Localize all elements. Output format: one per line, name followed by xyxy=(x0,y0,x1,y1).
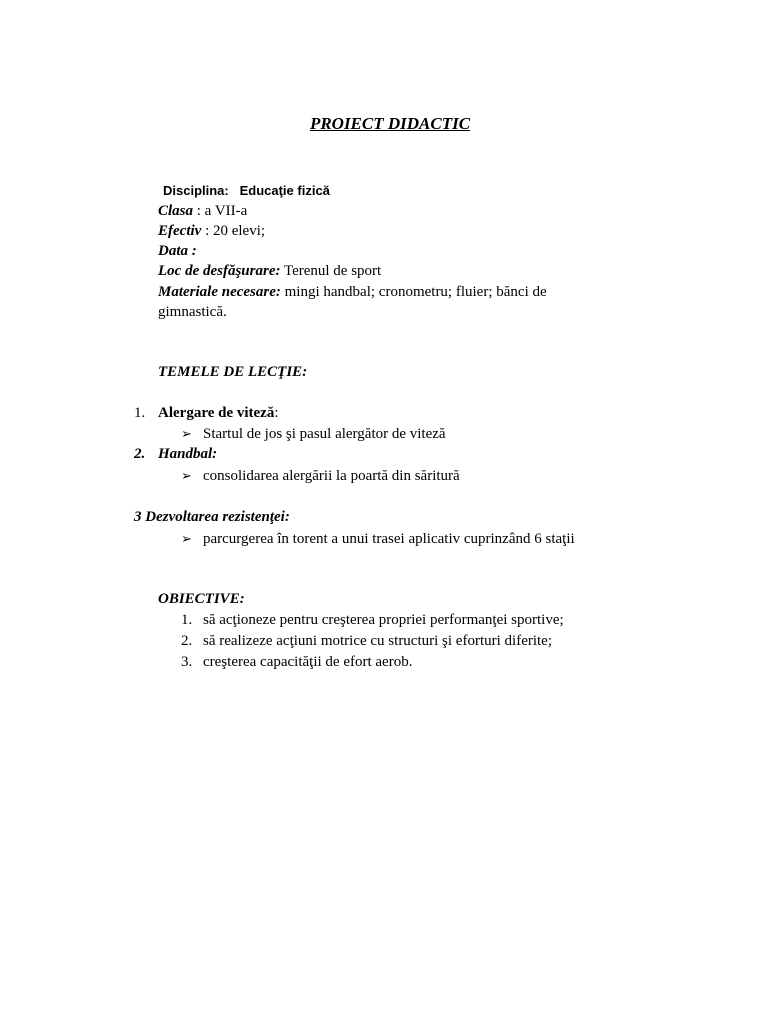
efectiv-line xyxy=(158,221,265,241)
data-label: Data : xyxy=(158,243,197,259)
teme-item-sub: consolidarea alergării la poartă din săritură xyxy=(203,468,460,484)
teme-item-title: Dezvoltarea rezistenţei: xyxy=(145,509,290,525)
obiective-item-num: 1. xyxy=(181,612,193,628)
obiective-item-num: 2. xyxy=(181,633,193,649)
obiective-item-1 xyxy=(181,610,564,630)
teme-item-sub: parcurgerea în torent a unui trasei aplicativ cuprinzând 6 staţii xyxy=(203,531,575,547)
teme-item-sub: Startul de jos şi pasul alergător de viteză xyxy=(203,426,446,442)
teme-item-1-title xyxy=(158,403,279,423)
teme-item-2-title: Handbal: xyxy=(158,446,218,462)
materiale-value: mingi handbal; cronometru; fluier; bănci de xyxy=(280,284,547,300)
materiale-label: Materiale necesare: xyxy=(158,284,281,300)
obiective-item-text: creşterea capacităţii de efort aerob. xyxy=(203,654,413,670)
obiective-heading: OBIECTIVE: xyxy=(158,591,245,607)
loc-label: Loc de desfăşurare: xyxy=(158,263,281,279)
efectiv-value: : 20 elevi; xyxy=(201,223,266,239)
obiective-item-text: să acţioneze pentru creşterea propriei performanţei sportive; xyxy=(203,612,564,628)
page-title: PROIECT DIDACTIC xyxy=(309,114,471,133)
materiale-line xyxy=(158,282,547,302)
teme-item-2-sub xyxy=(181,466,460,486)
teme-heading: TEMELE DE LECŢIE: xyxy=(158,364,308,380)
disciplina-line xyxy=(163,183,330,198)
teme-item-3 xyxy=(134,507,290,527)
obiective-item-text: să realizeze acţiuni motrice cu structuri şi eforturi diferite; xyxy=(203,633,553,649)
obiective-item-3 xyxy=(181,652,412,672)
teme-item-num: 3 xyxy=(134,509,142,525)
obiective-item-num: 3. xyxy=(181,654,193,670)
teme-item-1-sub xyxy=(181,424,446,444)
teme-item-3-sub xyxy=(181,529,575,549)
obiective-item-2 xyxy=(181,631,552,651)
disciplina-label: Disciplina: xyxy=(163,183,229,198)
disciplina-value: Educaţie fizică xyxy=(239,183,330,198)
teme-item-suffix: : xyxy=(274,405,279,421)
materiale-value-cont: gimnastică. xyxy=(158,304,227,320)
clasa-line xyxy=(158,201,247,221)
teme-item-title: Alergare de viteză xyxy=(158,405,275,421)
loc-value: Terenul de sport xyxy=(280,263,382,279)
efectiv-label: Efectiv xyxy=(158,223,202,239)
clasa-value: : a VII-a xyxy=(193,203,248,219)
teme-item-num: 1. xyxy=(134,405,146,421)
clasa-label: Clasa xyxy=(158,203,194,219)
arrow-right-icon: ➢ xyxy=(181,468,192,483)
loc-line xyxy=(158,261,381,281)
teme-item-2-num: 2. xyxy=(134,446,146,462)
teme-item-1 xyxy=(134,403,145,423)
arrow-right-icon: ➢ xyxy=(181,531,192,546)
arrow-right-icon: ➢ xyxy=(181,426,192,441)
